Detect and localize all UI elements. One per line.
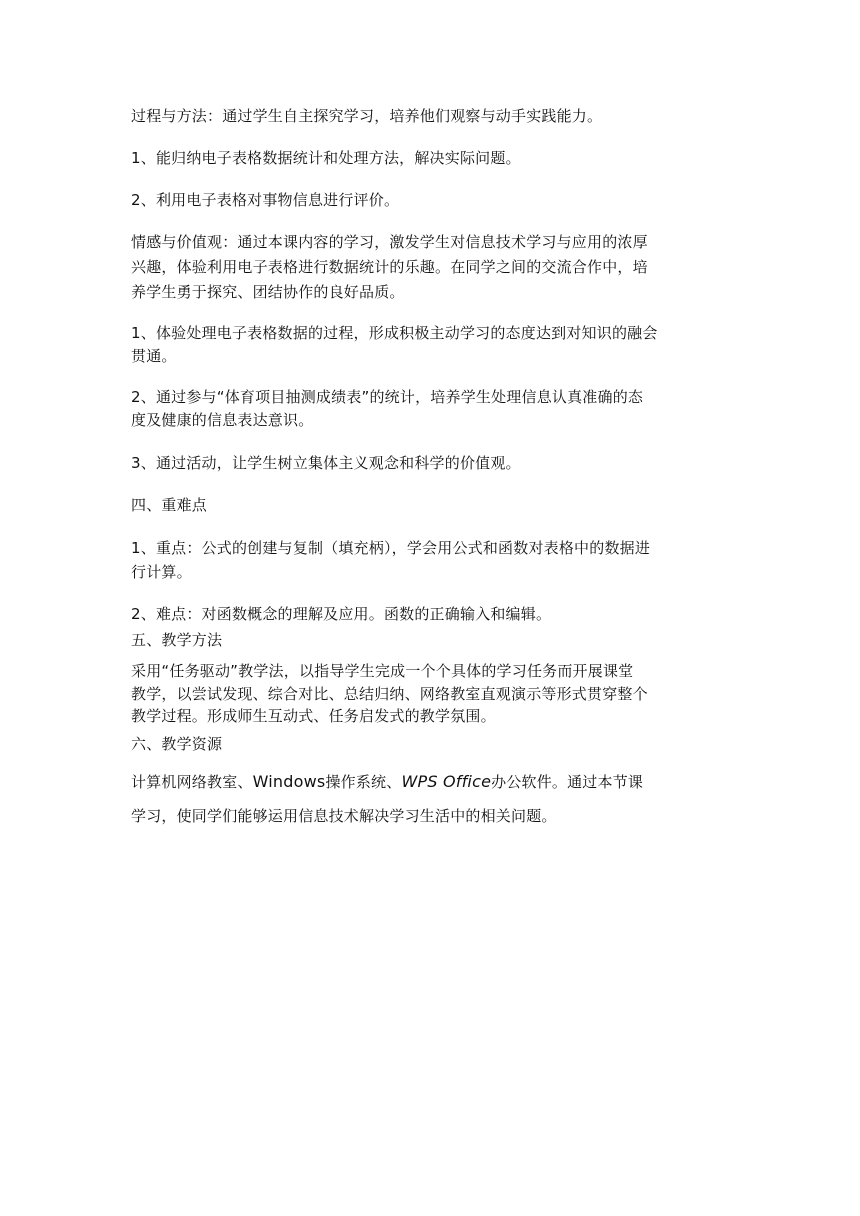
paragraph-methods-line-1: 采用“任务驱动”教学法，以指导学生完成一个个具体的学习任务而开展课堂	[131, 662, 634, 680]
section-heading-resources: 六、教学资源	[131, 735, 223, 753]
paragraph-methods-line-3: 教学过程。形成师生互动式、任务启发式的教学氛围。	[131, 707, 496, 725]
list-item-key-point-1-line-2: 行计算。	[131, 563, 192, 581]
windows-text: Windows	[252, 772, 326, 791]
section-heading-methods: 五、教学方法	[131, 631, 223, 649]
list-item-emotion-2-line-1: 2、通过参与“体育项目抽测成绩表”的统计，培养学生处理信息认真准确的态	[131, 388, 644, 406]
list-item-key-point-2: 2、难点：对函数概念的理解及应用。函数的正确输入和编辑。	[131, 605, 552, 623]
paragraph-emotion-line-2: 兴趣，体验利用电子表格进行数据统计的乐趣。在同学之间的交流合作中，培	[131, 258, 648, 276]
paragraph-resources-line-2: 学习，使同学们能够运用信息技术解决学习生活中的相关问题。	[131, 807, 557, 825]
paragraph-resources-line-1	[131, 771, 731, 793]
wps-office-text: WPS Office	[401, 772, 492, 791]
paragraph-methods-line-2: 教学，以尝试发现、综合对比、总结归纳、网络教室直观演示等形式贯穿整个	[131, 685, 648, 703]
list-item-emotion-3: 3、通过活动，让学生树立集体主义观念和科学的价值观。	[131, 454, 521, 472]
list-item-process-2: 2、利用电子表格对事物信息进行评价。	[131, 191, 400, 209]
paragraph-emotion-line-3: 养学生勇于探究、团结协作的良好品质。	[131, 283, 405, 301]
paragraph-process-methods: 过程与方法：通过学生自主探究学习，培养他们观察与动手实践能力。	[131, 107, 603, 125]
resources-text-part-3: 办公软件。通过本节课	[491, 773, 644, 791]
list-item-emotion-1-line-2: 贯通。	[131, 347, 177, 365]
section-heading-key-points: 四、重难点	[131, 496, 208, 514]
list-item-key-point-1-line-1: 1、重点：公式的创建与复制（填充柄），学会用公式和函数对表格中的数据进	[131, 539, 651, 557]
paragraph-emotion-line-1: 情感与价值观：通过本课内容的学习，激发学生对信息技术学习与应用的浓厚	[131, 233, 648, 251]
resources-text-part-2: 操作系统、	[325, 773, 402, 791]
resources-text-part-1: 计算机网络教室、	[131, 773, 253, 791]
list-item-emotion-1-line-1: 1、体验处理电子表格数据的过程，形成积极主动学习的态度达到对知识的融会	[131, 324, 658, 342]
list-item-process-1: 1、能归纳电子表格数据统计和处理方法，解决实际问题。	[131, 149, 521, 167]
list-item-emotion-2-line-2: 度及健康的信息表达意识。	[131, 411, 314, 429]
